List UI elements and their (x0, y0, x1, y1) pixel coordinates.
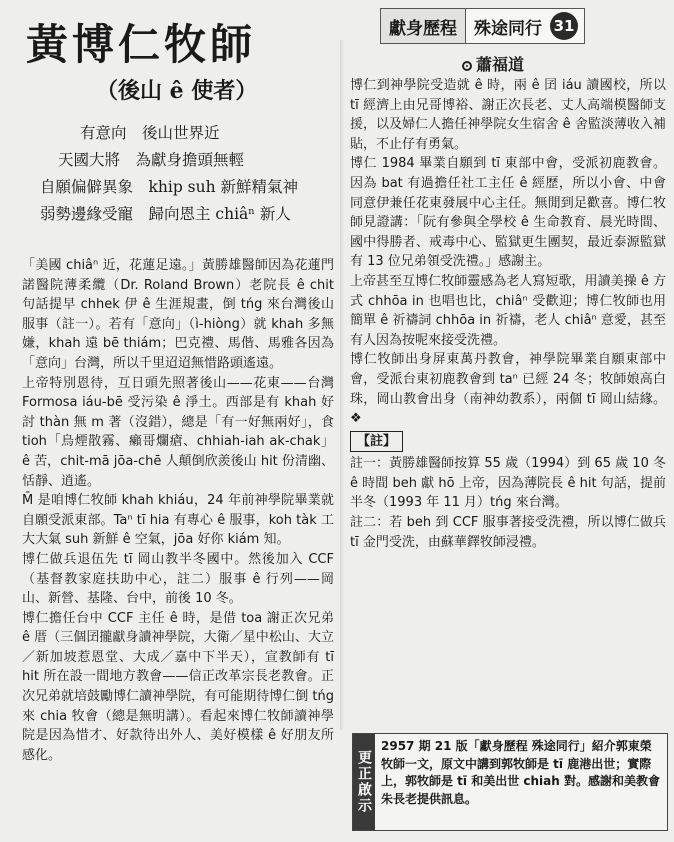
footnote: 註二：若 beh 到 CCF 服事著接受洗禮，所以博仁做兵 tī 金門受洗，由蘇華鐸牧師浸禮。 (350, 515, 666, 550)
paragraph-text: 博仁牧師出身屏東萬丹教會，神學院畢業自願東部中會，受派台東初鹿教會到 taⁿ 已經 24 冬；牧師娘高白珠，岡山教會出身（南神幼教系），兩個 tī 岡山結緣。 (350, 352, 666, 407)
paragraph: M̄ 是咱博仁牧師 khah khiáu，24 年前神學院畢業就自願受派東部。Taⁿ tī hia 有專心 ê 服事，koh tàk 工大大氣 suh 新鮮 ê 空氣，jōa 好你 kiám 知。 (22, 493, 334, 548)
footnote: 註一：黃勝雄醫師按算 55 歲（1994）到 65 歲 10 冬 ê 時間 beh 獻 hō 上帝，因為薄院長 ê hit 句話，提前半冬（1993 年 11 月）tńg 來台灣。 (350, 456, 666, 511)
correction-label: 更正啟示 (353, 734, 375, 830)
end-mark: ❖ (350, 411, 362, 427)
correction-notice (352, 733, 668, 831)
series-banner (380, 8, 585, 44)
series-subname: 殊途同行 (474, 18, 542, 39)
author-name: 蕭福道 (476, 55, 525, 74)
paragraph: 上帝特別恩待，互日頭先照著後山——花東——台灣 Formosa iáu-bē 受污染 ê 淨土。西部是有 khah 好討 thàn 無 m 著（沒錯），總是「有一好無兩好」，食 tioh「烏煙散霧、癩哥爛瘡、chhiah-iah ak-chak」ê 苦，chit-mā jōa-chē 人顛倒欣羨後山 hit 份清幽、恬靜、逍遙。 (22, 375, 334, 489)
bullet-circle-icon (462, 61, 472, 71)
article-column-left (22, 256, 334, 765)
poem-block (40, 120, 340, 228)
paragraph: 「美國 chiâⁿ 近，花蓮足遠。」黃勝雄醫師因為花蓮門諾醫院薄柔纜（Dr. Roland Brown）老院長 ê chit 句話提早 chhek 伊 ê 生涯規畫，倒 tńg 來台灣後山服事（註一）。若有「意向」（ì-hiòng）就 khah 多無嫌，khah 遠 bē thiám；巴克禮、馬偕、馬雅各因為「意向」台灣，所以千里迢迢無惜路頭遙遠。 (22, 258, 334, 371)
paragraph: 博仁到神學院受造就 ê 時，兩 ê 囝 iáu 讀國校，所以 tī 經濟上由兄哥博裕、謝正次長老、丈人高端模醫師支援，以及婦仁人擔任神學院女生宿舍 ê 舍監淡薄收入補貼，不止仔有勇氣。 (350, 78, 666, 152)
correction-text: 2957 期 21 版「獻身歷程 殊途同行」紹介郭東榮牧師一文，原文中講到郭牧師是 tī 鹿港出世；實際上，郭牧師是 tī 和美出世 chiah 對。感謝和美教會朱長老提供訊息。 (381, 739, 660, 806)
article-subtitle: （後山 ê 使者） (96, 78, 258, 104)
author-line (462, 52, 524, 75)
paragraph: 上帝甚至互博仁牧師靈感為老人寫短歌，用讀美操 ê 方式 chhōa in 也唱也比，chiâⁿ 受歡迎；博仁牧師也用簡單 ê 祈禱詞 chhōa in 祈禱，老人 chiâⁿ 意愛，甚至有人因為按呢來接受洗禮。 (350, 273, 666, 348)
article-title: 黃博仁牧師 (26, 20, 257, 69)
notes-heading: 【註】 (350, 431, 403, 453)
series-number-badge: 31 (550, 12, 578, 40)
article-column-right (350, 76, 666, 552)
paragraph: 博仁做兵退伍先 tī 岡山教半冬國中。然後加入 CCF（基督教家庭扶助中心，註二）服事 ê 行列——岡山、新營、基隆、台中，前後 10 冬。 (22, 551, 334, 607)
paragraph: 博仁擔任台中 CCF 主任 ê 時，是借 toa 謝正次兄弟 ê 厝（三個囝攏獻身讀神學院，大衛／星中松山、大立／新加坡惹恩堂、大成／嘉中下半天），宣教師有 tī hit 所在設一間地方教會——信正改革宗長老教會。正次兄弟就培鼓勵博仁讀神學院，有可能期待博仁倒 tńg 來 chia 牧會（總是無明講）。看起來博仁牧師讀神學院是因為惜才、好款待出外人、美好模樣 ê 好朋友所感化。 (22, 610, 334, 763)
paragraph: 博仁 1984 畢業自願到 tī 東部中會，受派初鹿教會。因為 bat 有過擔任社工主任 ê 經歷，所以小會、中會同意伊兼任花東發展中心主任。無閒到足歡喜。博仁牧師見證講：「阮有參與全學校 ê 生命教育、晨光時間、國中得勝者、戒毒中心、監獄更生團契，最近泰源監獄有 13 位兄弟領受洗禮。」感謝主。 (350, 156, 666, 270)
poem-line: 自願偏僻異象 khip suh 新鮮精氣神 (40, 178, 299, 196)
poem-line: 有意向 後山世界近 (80, 124, 220, 142)
poem-line: 弱勢邊緣受寵 歸向恩主 chiâⁿ 新人 (40, 205, 291, 223)
paragraph (350, 350, 666, 428)
column-divider (340, 40, 344, 730)
series-name: 獻身歷程 (381, 9, 466, 43)
poem-line: 天國大將 為獻身擔頭無輕 (58, 151, 245, 169)
